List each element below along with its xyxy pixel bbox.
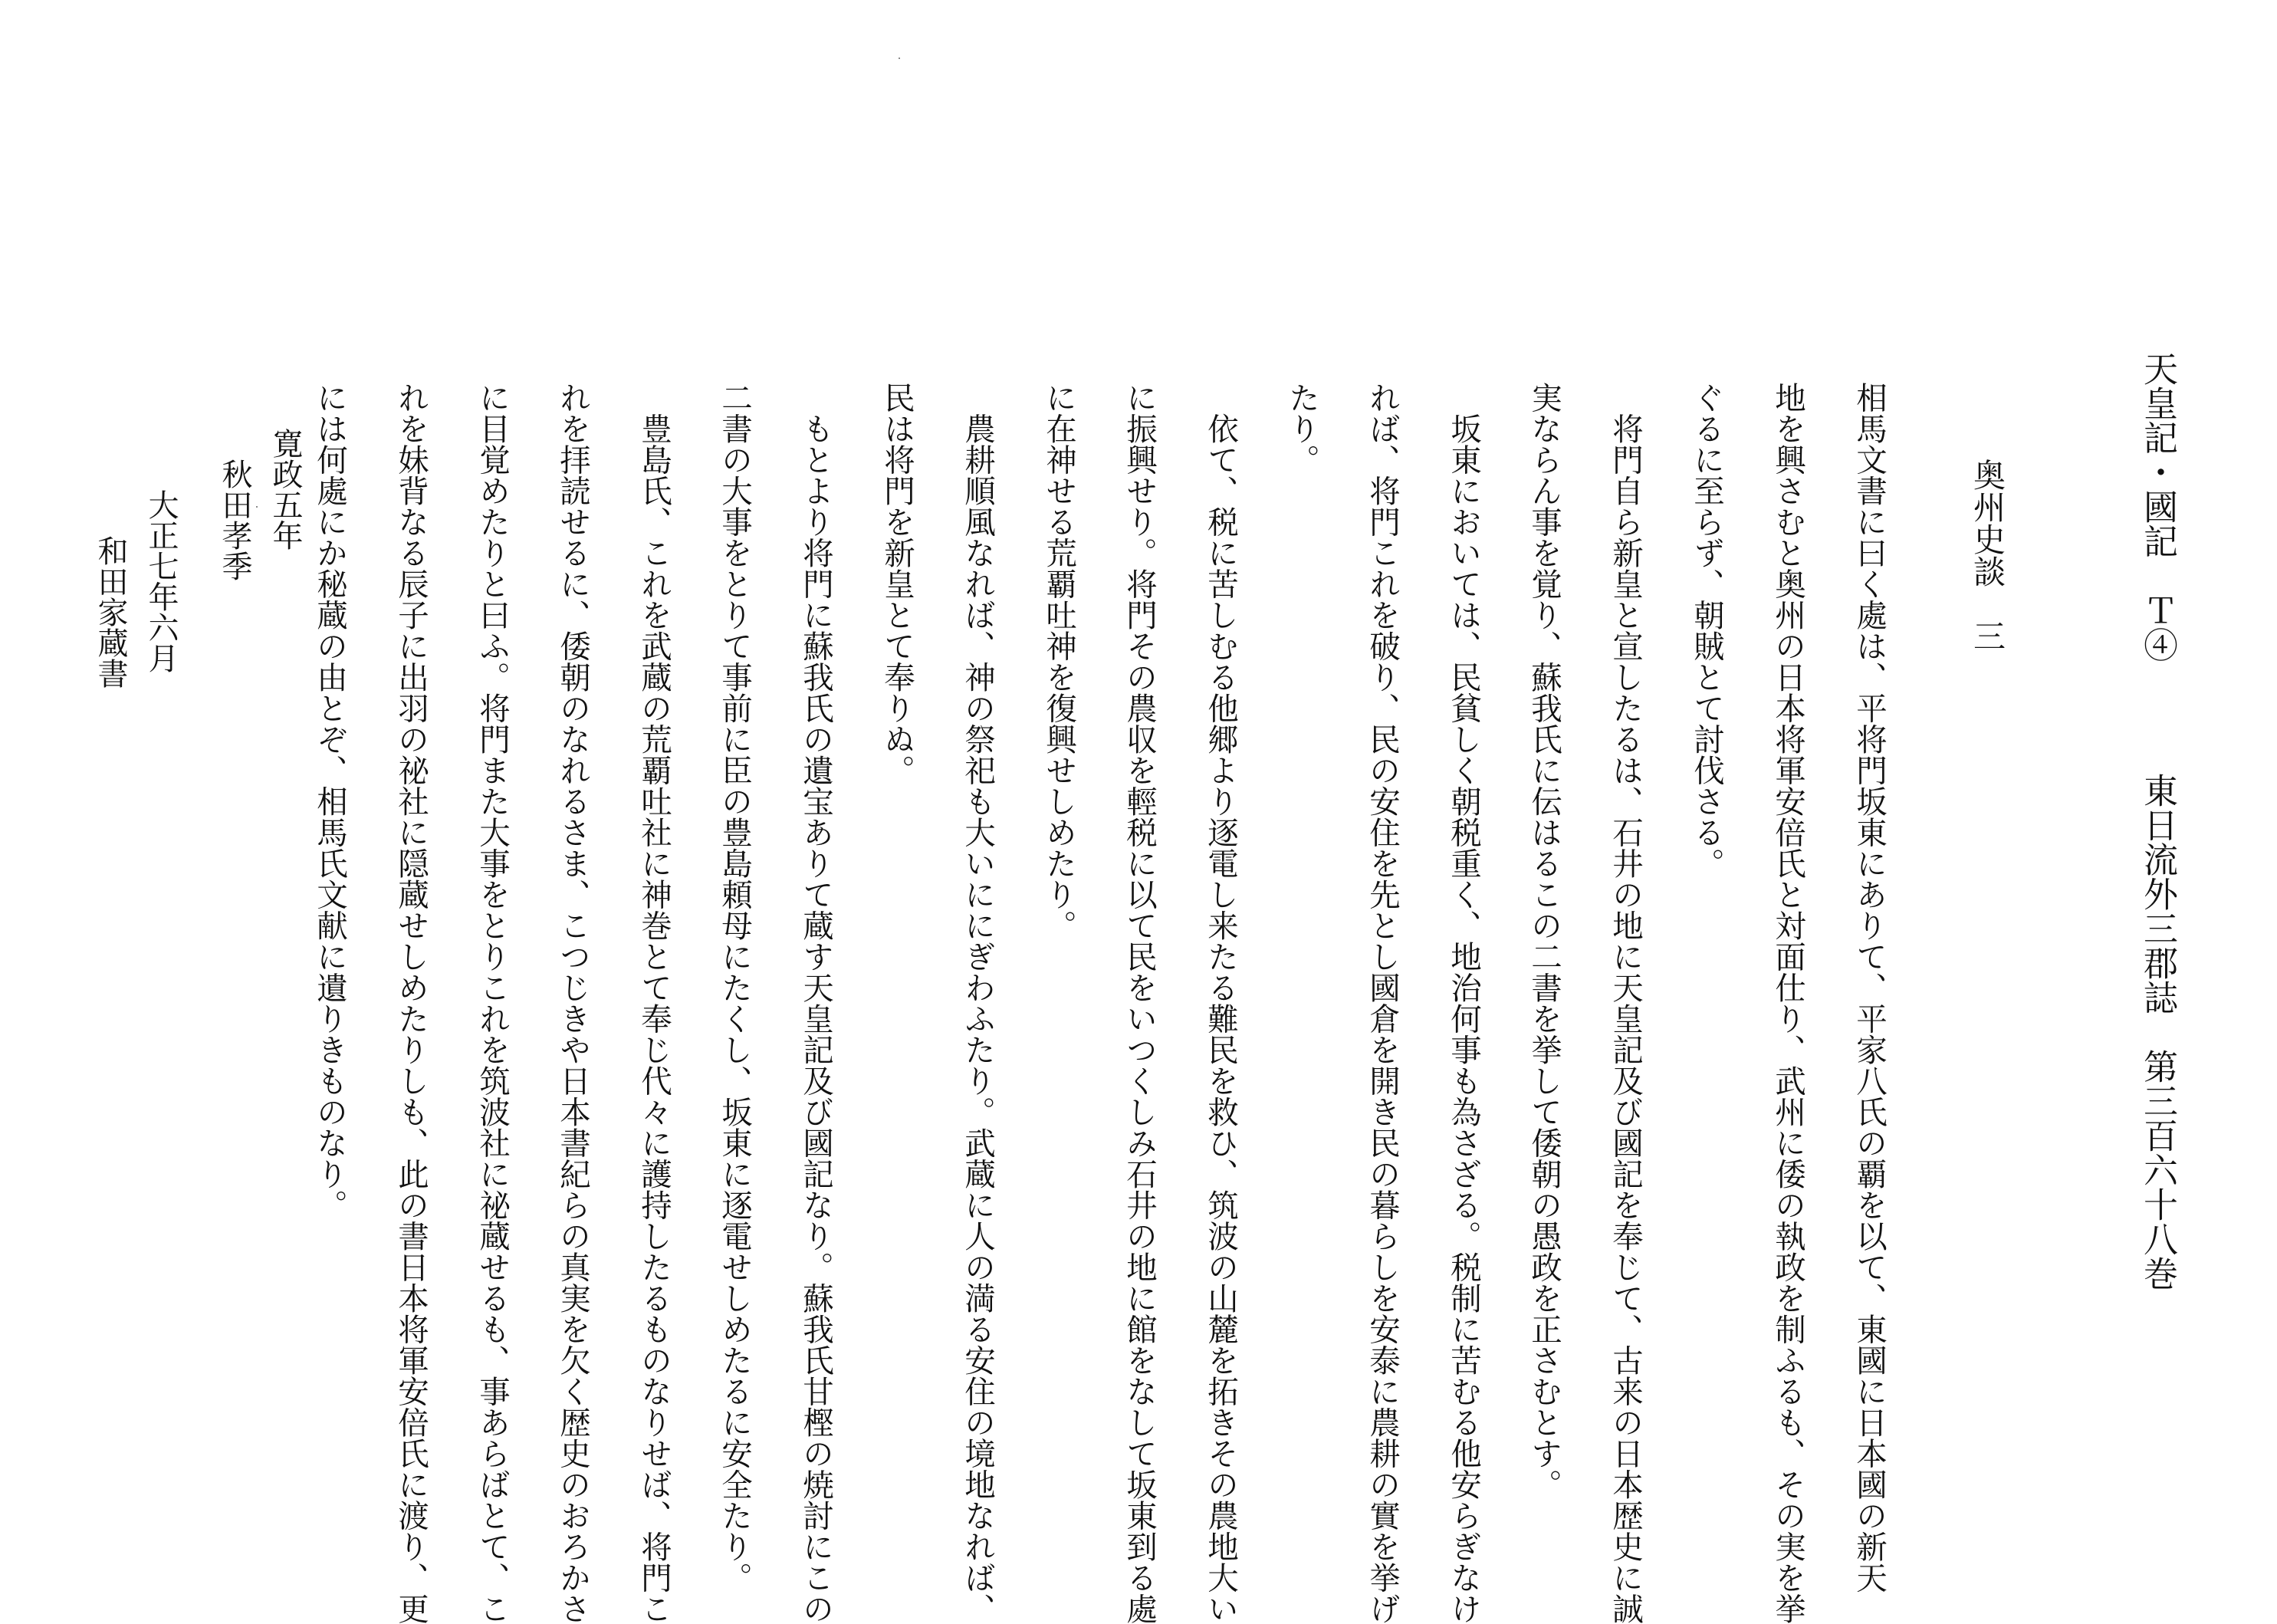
- text-line: には何處にか秘蔵の由とぞ、相馬氏文献に遺りきものなり。: [311, 382, 348, 1221]
- colophon-copy-date: 大正七年六月: [143, 489, 179, 673]
- colophon-era: 寛政五年: [268, 428, 303, 551]
- text-line: 坂東においては、民貧しく朝税重く、地治何事も為さざる。税制に苦むる他安らぎなけ: [1445, 382, 1482, 1624]
- colophon-author: 秋田孝季: [217, 459, 252, 581]
- text-line: 将門自ら新皇と宣したるは、石井の地に天皇記及び國記を奉じて、古来の日本歴史に誠: [1607, 382, 1644, 1624]
- text-line: に目覚めたりと曰ふ。将門また大事をとりこれを筑波社に祕蔵せるも、事あらばとて、こ: [474, 382, 511, 1624]
- text-line: に在神せる荒覇吐神を復興せしめたり。: [1040, 382, 1077, 941]
- text-line: 相馬文書に曰く處は、平将門坂東にありて、平家八氏の覇を以て、東國に日本國の新天: [1851, 382, 1888, 1593]
- text-line: れば、将門これを破り、民の安住を先とし國倉を開き民の暮らしを安泰に農耕の實を挙げ: [1364, 382, 1401, 1624]
- text-line: 二書の大事をとりて事前に臣の豊島頼母にたくし、坂東に逐電せしめたるに安全たり。: [716, 382, 753, 1593]
- series-title: 天皇記・國記 Ｔ④: [2137, 351, 2178, 662]
- text-line: ぐるに至らず、朝賊とて討伐さる。: [1688, 382, 1725, 879]
- text-line: に振興せり。将門その農収を輕税に以て民をいつくしみ石井の地に館をなして坂東到る處: [1121, 382, 1158, 1624]
- text-line: 豊島氏、これを武蔵の荒覇吐社に神巻とて奉じ代々に護持したるものなりせば、将門こ: [636, 382, 672, 1624]
- text-line: もとより将門に蘇我氏の遺宝ありて蔵す天皇記及び國記なり。蘇我氏甘樫の焼討にこの: [797, 382, 834, 1624]
- text-line: 依て、税に苦しむる他郷より逐電し来たる難民を救ひ、筑波の山麓を拓きその農地大い: [1202, 382, 1239, 1624]
- colophon-copy-owner: 和田家蔵書: [93, 535, 128, 689]
- scan-speck: [256, 506, 258, 508]
- text-line: れを妹背なる辰子に出羽の祕社に隠蔵せしめたりしも、此の書日本将軍安倍氏に渡り、更: [393, 382, 429, 1624]
- text-line: 農耕順風なれば、神の祭祀も大いににぎわふたり。武蔵に人の満る安住の境地なれば、: [959, 382, 996, 1624]
- text-line: れを拝読せるに、倭朝のなれるさま、こつじきや日本書紀らの真実を欠く歴史のおろかさ: [554, 382, 591, 1624]
- scan-speck: [899, 58, 900, 59]
- text-line: 実ならん事を覚り、蘇我氏に伝はるこの二書を挙して倭朝の愚政を正さむとす。: [1526, 382, 1562, 1500]
- text-line: たり。: [1283, 382, 1320, 475]
- text-line: 民は将門を新皇とて奉りぬ。: [879, 382, 915, 786]
- section-title: 奥州史談 三: [1969, 459, 2006, 652]
- text-line: 地を興さむと奥州の日本将軍安倍氏と対面仕り、武州に倭の執政を制ふるも、その実を挙: [1769, 382, 1806, 1624]
- book-title: 東日流外三郡誌 第三百六十八巻: [2137, 773, 2178, 1290]
